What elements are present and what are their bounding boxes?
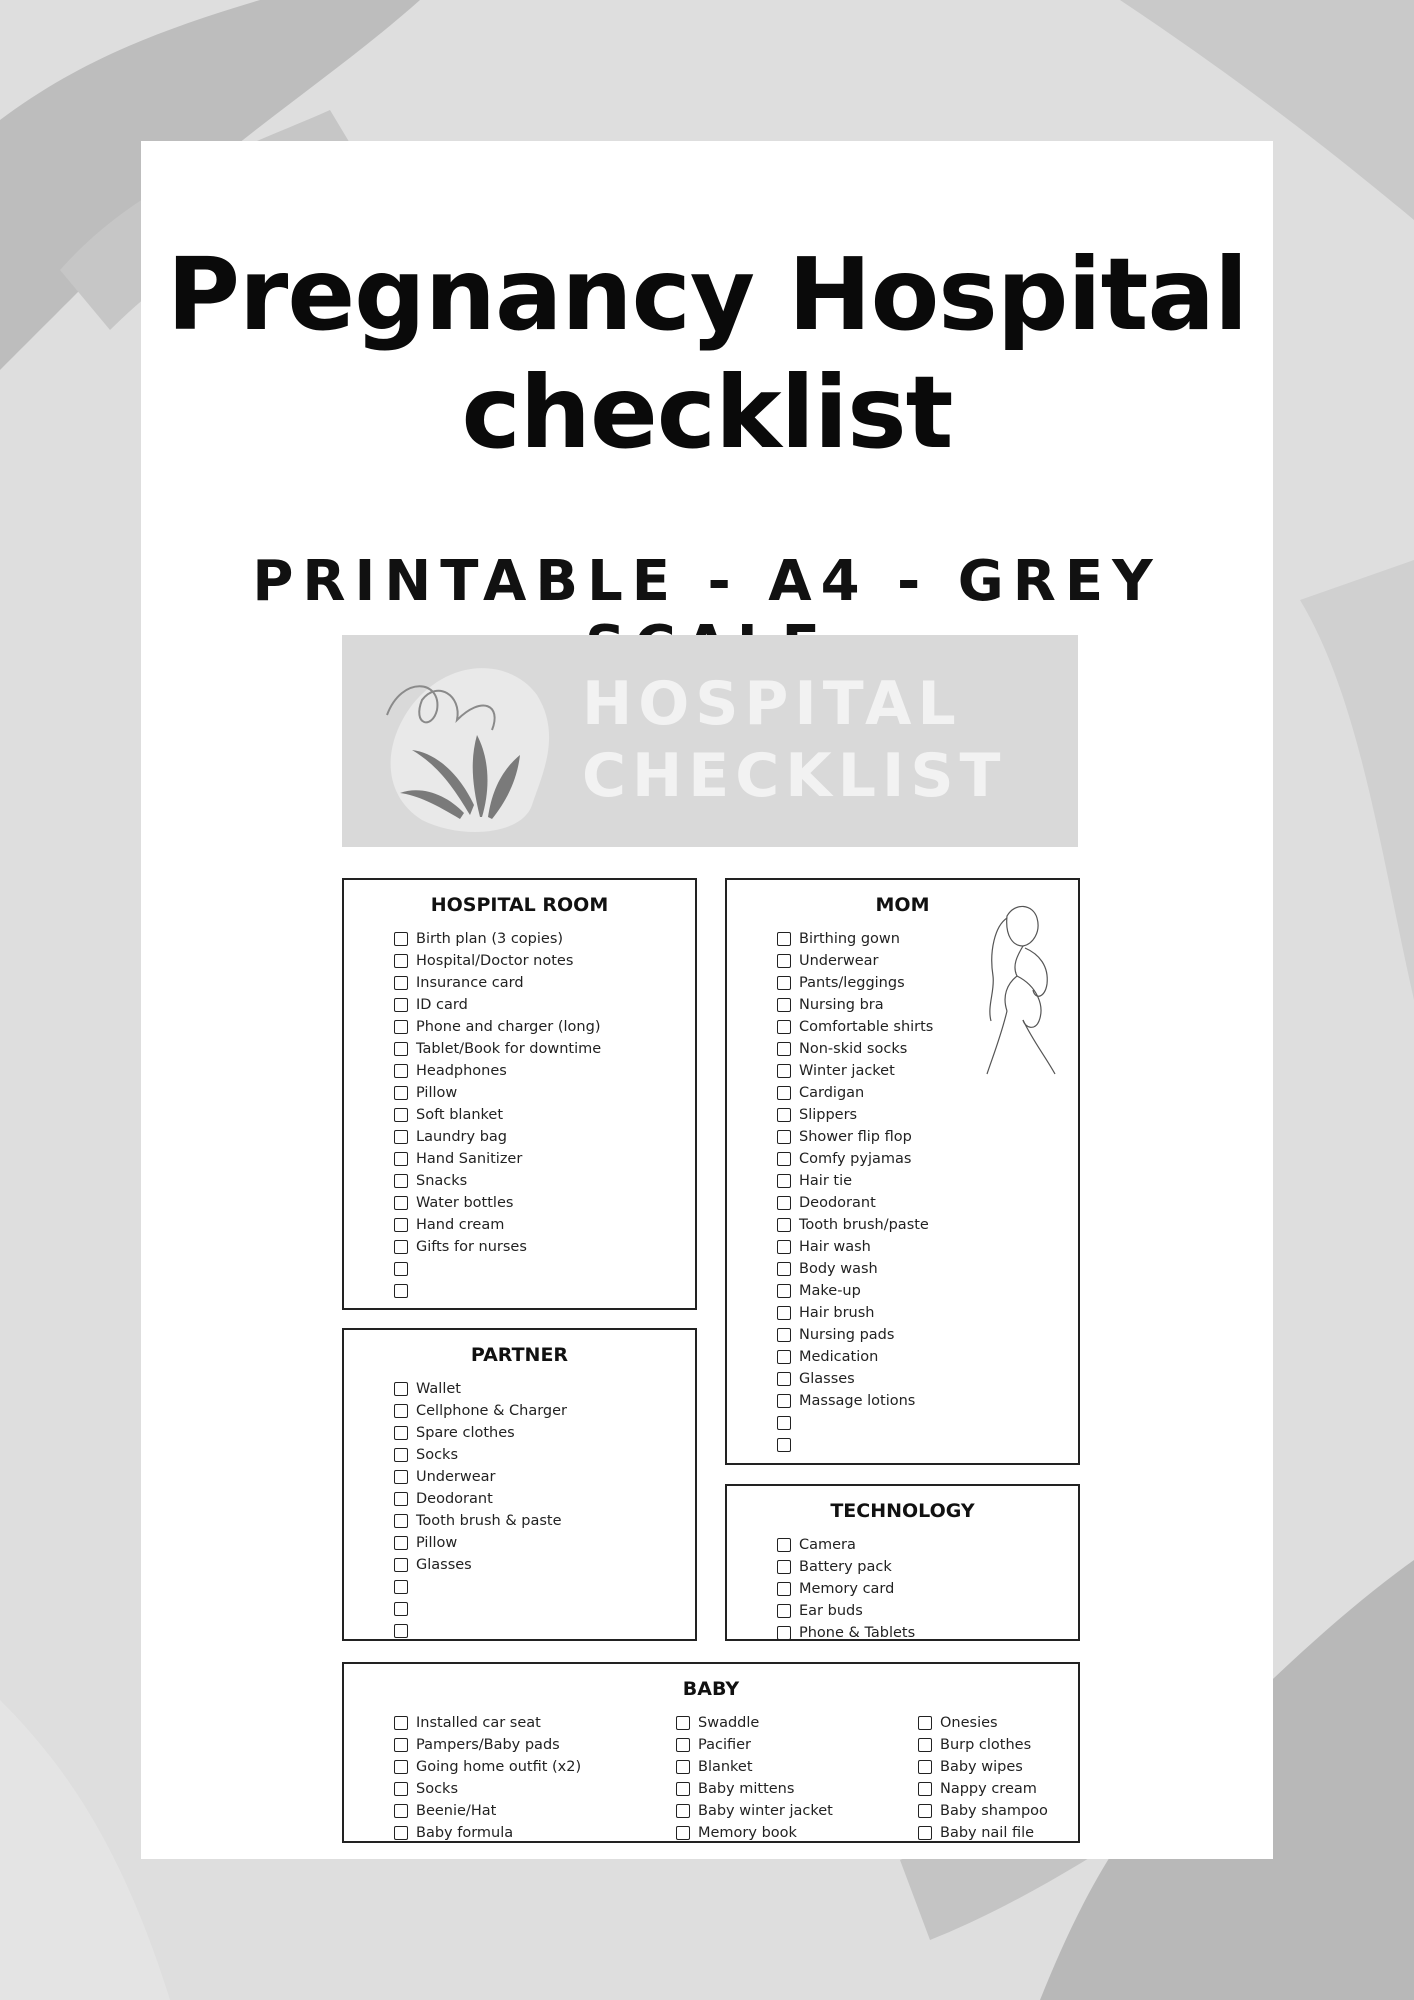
checkbox[interactable] xyxy=(394,1558,408,1572)
checklist-item[interactable] xyxy=(777,1104,1078,1126)
checklist-item[interactable] xyxy=(394,1082,695,1104)
checklist-item-label: Non-skid socks xyxy=(799,1041,908,1057)
checklist-item[interactable] xyxy=(777,1258,1078,1280)
checklist-item[interactable] xyxy=(394,1038,695,1060)
checklist-item[interactable] xyxy=(918,1756,1068,1778)
checkbox[interactable] xyxy=(394,1042,408,1056)
checklist-item-label: Ear buds xyxy=(799,1603,863,1619)
checklist-item[interactable] xyxy=(777,1556,1078,1578)
checklist-item-label: Hair tie xyxy=(799,1173,853,1189)
checkbox[interactable] xyxy=(676,1782,690,1796)
checklist-item[interactable] xyxy=(777,1148,1078,1170)
checklist-item[interactable] xyxy=(394,972,695,994)
checklist-item-label: Tablet/Book for downtime xyxy=(416,1041,602,1057)
checkbox[interactable] xyxy=(676,1826,690,1840)
checklist-item-label: Burp clothes xyxy=(940,1737,1032,1753)
checklist-item[interactable] xyxy=(394,1598,695,1620)
checklist-item[interactable] xyxy=(394,994,695,1016)
checklist-item-label: Deodorant xyxy=(416,1491,493,1507)
checklist-item-label: Baby winter jacket xyxy=(698,1803,833,1819)
checklist-item-label: Hand cream xyxy=(416,1217,505,1233)
checklist-item-label: Laundry bag xyxy=(416,1129,507,1145)
checkbox[interactable] xyxy=(394,976,408,990)
checkbox[interactable] xyxy=(394,1240,408,1254)
checklist-item-label: Shower flip flop xyxy=(799,1129,912,1145)
checkbox[interactable] xyxy=(394,1514,408,1528)
checklist-item-label: Pampers/Baby pads xyxy=(416,1737,560,1753)
checkbox[interactable] xyxy=(394,1470,408,1484)
checkbox[interactable] xyxy=(394,998,408,1012)
checkbox[interactable] xyxy=(777,1130,791,1144)
checkbox[interactable] xyxy=(394,1020,408,1034)
checklist-item-label: Nursing pads xyxy=(799,1327,895,1343)
checkbox[interactable] xyxy=(394,1086,408,1100)
checklist-item-label: Underwear xyxy=(416,1469,496,1485)
checkbox[interactable] xyxy=(918,1760,932,1774)
checklist-item[interactable] xyxy=(394,1016,695,1038)
checkbox[interactable] xyxy=(777,1284,791,1298)
checklist-item-label: Massage lotions xyxy=(799,1393,916,1409)
checklist-item-label: Phone and charger (long) xyxy=(416,1019,601,1035)
checklist-item[interactable] xyxy=(777,1236,1078,1258)
checklist-item[interactable] xyxy=(676,1734,918,1756)
checklist-item[interactable] xyxy=(918,1734,1068,1756)
banner-line-1: HOSPITAL xyxy=(582,669,962,739)
checklist-item-label: Installed car seat xyxy=(416,1715,541,1731)
baby-section xyxy=(342,1662,1080,1843)
checkbox[interactable] xyxy=(394,1536,408,1550)
partner-section xyxy=(342,1328,697,1641)
checklist-item[interactable] xyxy=(777,1434,1078,1456)
checklist-item[interactable] xyxy=(676,1756,918,1778)
checklist-item-label: Going home outfit (x2) xyxy=(416,1759,582,1775)
partner-list xyxy=(344,1378,695,1642)
checkbox[interactable] xyxy=(394,1064,408,1078)
checklist-item[interactable] xyxy=(394,1712,676,1734)
checkbox[interactable] xyxy=(777,1240,791,1254)
checklist-item-label: Comfortable shirts xyxy=(799,1019,934,1035)
checkbox[interactable] xyxy=(777,1086,791,1100)
checklist-item[interactable] xyxy=(676,1822,918,1844)
checkbox[interactable] xyxy=(777,1372,791,1386)
checklist-item[interactable] xyxy=(394,1510,695,1532)
checklist-item[interactable] xyxy=(777,1534,1078,1556)
checklist-item-label: Phone & Tablets xyxy=(799,1625,916,1641)
checklist-item-label: Soft blanket xyxy=(416,1107,504,1123)
checkbox[interactable] xyxy=(777,1174,791,1188)
checklist-item-label: Glasses xyxy=(416,1557,472,1573)
pregnant-woman-illustration xyxy=(967,896,1062,1076)
checklist-item-label: Memory card xyxy=(799,1581,895,1597)
checklist-item-label: Nappy cream xyxy=(940,1781,1037,1797)
checklist-item-label: Baby formula xyxy=(416,1825,514,1841)
checklist-item[interactable] xyxy=(394,1532,695,1554)
checkbox[interactable] xyxy=(394,1580,408,1594)
checkbox[interactable] xyxy=(777,1626,791,1640)
checklist-item-label: Glasses xyxy=(799,1371,855,1387)
checklist-item[interactable] xyxy=(394,1422,695,1444)
checklist-item[interactable] xyxy=(394,1778,676,1800)
checklist-item-label: Snacks xyxy=(416,1173,468,1189)
checkbox[interactable] xyxy=(777,1538,791,1552)
checklist-item[interactable] xyxy=(394,1756,676,1778)
checkbox[interactable] xyxy=(777,1604,791,1618)
checklist-item[interactable] xyxy=(394,1236,695,1258)
checklist-item-label: Headphones xyxy=(416,1063,507,1079)
checkbox[interactable] xyxy=(394,1130,408,1144)
checkbox[interactable] xyxy=(394,1602,408,1616)
checklist-item-label: Underwear xyxy=(799,953,879,969)
checkbox[interactable] xyxy=(394,1262,408,1276)
checklist-item[interactable] xyxy=(777,1346,1078,1368)
checklist-item-label: Hair wash xyxy=(799,1239,871,1255)
checkbox[interactable] xyxy=(918,1804,932,1818)
mom-section xyxy=(725,878,1080,1465)
checkbox[interactable] xyxy=(676,1760,690,1774)
checkbox[interactable] xyxy=(394,1716,408,1730)
checklist-item-label: Pacifier xyxy=(698,1737,751,1753)
checklist-item[interactable] xyxy=(777,1324,1078,1346)
checklist-item-label: Tooth brush & paste xyxy=(416,1513,562,1529)
checklist-item[interactable] xyxy=(394,1466,695,1488)
checklist-item-label: Medication xyxy=(799,1349,879,1365)
banner-line-2: CHECKLIST xyxy=(582,741,1007,811)
title-line-2: checklist xyxy=(461,354,953,471)
checkbox[interactable] xyxy=(676,1738,690,1752)
checklist-item[interactable] xyxy=(777,1600,1078,1622)
checklist-item-label: Birth plan (3 copies) xyxy=(416,931,564,947)
checkbox[interactable] xyxy=(777,1560,791,1574)
checkbox[interactable] xyxy=(777,1218,791,1232)
checklist-item-label: Slippers xyxy=(799,1107,858,1123)
technology-section xyxy=(725,1484,1080,1641)
checklist-item[interactable] xyxy=(394,1822,676,1844)
baby-list-col-1 xyxy=(394,1712,676,1844)
checklist-item-label: Pillow xyxy=(416,1535,458,1551)
checklist-item[interactable] xyxy=(777,1126,1078,1148)
checklist-item-label: ID card xyxy=(416,997,468,1013)
checklist-card xyxy=(141,141,1273,1859)
checkbox[interactable] xyxy=(777,998,791,1012)
checklist-item-label: Comfy pyjamas xyxy=(799,1151,912,1167)
checklist-item-label: Water bottles xyxy=(416,1195,514,1211)
checklist-item-label: Socks xyxy=(416,1447,458,1463)
checkbox[interactable] xyxy=(777,1152,791,1166)
hospital-checklist-banner xyxy=(342,635,1078,847)
checkbox[interactable] xyxy=(777,954,791,968)
checkbox[interactable] xyxy=(394,1404,408,1418)
checkbox[interactable] xyxy=(777,1262,791,1276)
checkbox[interactable] xyxy=(394,1382,408,1396)
checkbox[interactable] xyxy=(394,1152,408,1166)
checklist-item[interactable] xyxy=(394,950,695,972)
checkbox[interactable] xyxy=(394,1196,408,1210)
checklist-item-label: Onesies xyxy=(940,1715,998,1731)
technology-list xyxy=(727,1534,1078,1644)
checkbox[interactable] xyxy=(394,1108,408,1122)
baby-list-col-3 xyxy=(918,1712,1068,1844)
checklist-item-label: Battery pack xyxy=(799,1559,892,1575)
banner-title xyxy=(582,668,1062,812)
checkbox[interactable] xyxy=(394,1218,408,1232)
checklist-item-label: Camera xyxy=(799,1537,856,1553)
checkbox[interactable] xyxy=(777,1042,791,1056)
checkbox[interactable] xyxy=(394,1448,408,1462)
checkbox[interactable] xyxy=(777,1064,791,1078)
checklist-item[interactable] xyxy=(777,1214,1078,1236)
checklist-item[interactable] xyxy=(394,1378,695,1400)
checklist-item[interactable] xyxy=(676,1778,918,1800)
baby-columns xyxy=(344,1702,1078,1844)
checkbox[interactable] xyxy=(777,1582,791,1596)
checkbox[interactable] xyxy=(918,1826,932,1840)
checklist-item-label: Blanket xyxy=(698,1759,753,1775)
checklist-item[interactable] xyxy=(918,1712,1068,1734)
checklist-item-label: Hand Sanitizer xyxy=(416,1151,523,1167)
checkbox[interactable] xyxy=(777,932,791,946)
checklist-item-label: Baby nail file xyxy=(940,1825,1035,1841)
hospital-room-title: HOSPITAL ROOM xyxy=(430,894,609,916)
checklist-item-label: Memory book xyxy=(698,1825,797,1841)
checkbox[interactable] xyxy=(394,1174,408,1188)
checkbox[interactable] xyxy=(777,1306,791,1320)
checklist-item[interactable] xyxy=(394,1576,695,1598)
checklist-item-label: Pants/leggings xyxy=(799,975,905,991)
checklist-item[interactable] xyxy=(777,1280,1078,1302)
checkbox[interactable] xyxy=(394,1284,408,1298)
checklist-item[interactable] xyxy=(394,928,695,950)
checklist-item[interactable] xyxy=(394,1488,695,1510)
checkbox[interactable] xyxy=(394,1826,408,1840)
checklist-item-label: Socks xyxy=(416,1781,458,1797)
checkbox[interactable] xyxy=(777,1108,791,1122)
checkbox[interactable] xyxy=(394,1760,408,1774)
checkbox[interactable] xyxy=(918,1782,932,1796)
partner-title: PARTNER xyxy=(470,1344,569,1366)
checklist-item-label: Nursing bra xyxy=(799,997,884,1013)
checklist-item[interactable] xyxy=(777,1082,1078,1104)
hospital-room-list xyxy=(344,928,695,1302)
page-subtitle: PRINTABLE - A4 - GREY xyxy=(252,549,1162,614)
checklist-item-label: Baby mittens xyxy=(698,1781,795,1797)
checklist-item-label: Birthing gown xyxy=(799,931,900,947)
checkbox[interactable] xyxy=(777,1394,791,1408)
checklist-item[interactable] xyxy=(918,1822,1068,1844)
checklist-item-label: Tooth brush/paste xyxy=(799,1217,929,1233)
checkbox[interactable] xyxy=(777,1350,791,1364)
checklist-item[interactable] xyxy=(777,1170,1078,1192)
checklist-item[interactable] xyxy=(394,1280,695,1302)
checkbox[interactable] xyxy=(777,1196,791,1210)
checkbox[interactable] xyxy=(918,1738,932,1752)
hospital-room-section xyxy=(342,878,697,1310)
checklist-item[interactable] xyxy=(777,1622,1078,1644)
checklist-item[interactable] xyxy=(394,1734,676,1756)
checkbox[interactable] xyxy=(777,1328,791,1342)
checklist-item-label: Beenie/Hat xyxy=(416,1803,497,1819)
checklist-item-label: Hospital/Doctor notes xyxy=(416,953,574,969)
checklist-item-label: Make-up xyxy=(799,1283,861,1299)
checkbox[interactable] xyxy=(394,1782,408,1796)
checklist-item-label: Deodorant xyxy=(799,1195,876,1211)
checkbox[interactable] xyxy=(777,1416,791,1430)
checklist-item[interactable] xyxy=(394,1170,695,1192)
checkbox[interactable] xyxy=(777,1020,791,1034)
checklist-item[interactable] xyxy=(394,1554,695,1576)
checklist-item-label: Baby shampoo xyxy=(940,1803,1048,1819)
checklist-item[interactable] xyxy=(394,1148,695,1170)
checkbox[interactable] xyxy=(394,932,408,946)
checklist-item[interactable] xyxy=(676,1712,918,1734)
checklist-item-label: Swaddle xyxy=(698,1715,760,1731)
checklist-item[interactable] xyxy=(777,1368,1078,1390)
checkbox[interactable] xyxy=(777,976,791,990)
checklist-item[interactable] xyxy=(918,1800,1068,1822)
checklist-item[interactable] xyxy=(394,1620,695,1642)
checklist-item[interactable] xyxy=(394,1060,695,1082)
checkbox[interactable] xyxy=(394,1738,408,1752)
checklist-item-label: Cellphone & Charger xyxy=(416,1403,567,1419)
technology-title: TECHNOLOGY xyxy=(830,1500,975,1522)
checkbox[interactable] xyxy=(394,1492,408,1506)
checklist-item[interactable] xyxy=(394,1258,695,1280)
baby-title: BABY xyxy=(682,1678,740,1700)
checklist-item-label: Wallet xyxy=(416,1381,461,1397)
title-line-1: Pregnancy Hospital xyxy=(166,236,1248,353)
checkbox[interactable] xyxy=(777,1438,791,1452)
checklist-item-label: Body wash xyxy=(799,1261,878,1277)
page-title xyxy=(141,236,1273,472)
checklist-item[interactable] xyxy=(394,1126,695,1148)
checklist-item[interactable] xyxy=(777,1192,1078,1214)
mom-title: MOM xyxy=(875,894,930,916)
checklist-item[interactable] xyxy=(394,1104,695,1126)
checklist-item-label: Cardigan xyxy=(799,1085,865,1101)
checkbox[interactable] xyxy=(676,1804,690,1818)
checklist-item-label: Spare clothes xyxy=(416,1425,515,1441)
checklist-item[interactable] xyxy=(394,1192,695,1214)
checklist-item-label: Winter jacket xyxy=(799,1063,895,1079)
checklist-item-label: Insurance card xyxy=(416,975,524,991)
checkbox[interactable] xyxy=(394,954,408,968)
checklist-item[interactable] xyxy=(777,1390,1078,1412)
checkbox[interactable] xyxy=(394,1804,408,1818)
checklist-item[interactable] xyxy=(394,1400,695,1422)
checklist-item[interactable] xyxy=(777,1302,1078,1324)
checklist-item-label: Hair brush xyxy=(799,1305,875,1321)
checklist-item-label: Pillow xyxy=(416,1085,458,1101)
checkbox[interactable] xyxy=(394,1624,408,1638)
checklist-item[interactable] xyxy=(918,1778,1068,1800)
checklist-item[interactable] xyxy=(676,1800,918,1822)
checklist-item[interactable] xyxy=(394,1214,695,1236)
checklist-item[interactable] xyxy=(777,1412,1078,1434)
checkbox[interactable] xyxy=(676,1716,690,1730)
checkbox[interactable] xyxy=(394,1426,408,1440)
checkbox[interactable] xyxy=(918,1716,932,1730)
checklist-item[interactable] xyxy=(394,1444,695,1466)
checklist-item[interactable] xyxy=(394,1800,676,1822)
checklist-item-label: Gifts for nurses xyxy=(416,1239,527,1255)
baby-list-col-2 xyxy=(676,1712,918,1844)
checklist-item[interactable] xyxy=(777,1578,1078,1600)
checklist-item-label: Baby wipes xyxy=(940,1759,1023,1775)
